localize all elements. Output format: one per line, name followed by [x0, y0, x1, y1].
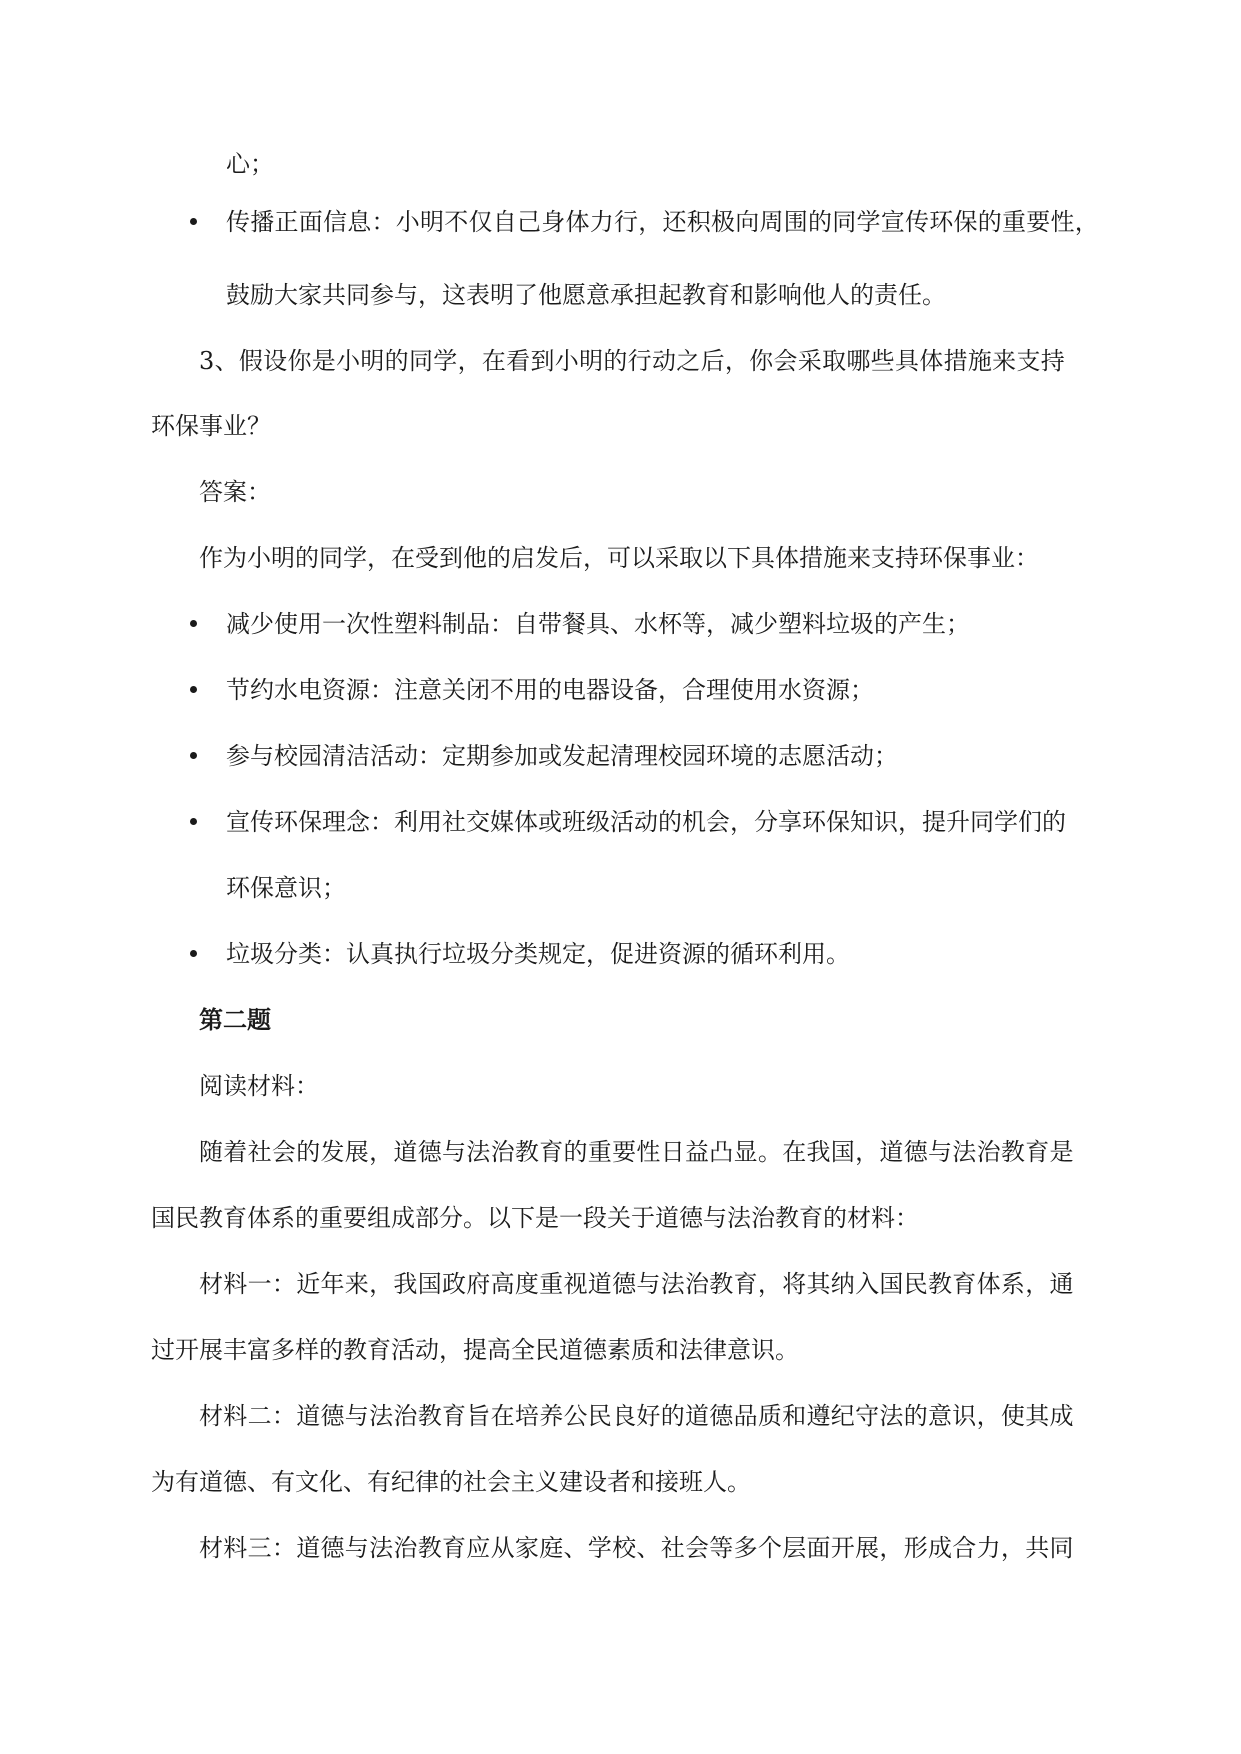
reading-label: 阅读材料： [199, 1072, 319, 1100]
bullet-icon [190, 752, 197, 759]
paragraph-1: 随着社会的发展，道德与法治教育的重要性日益凸显。在我国，道德与法治教育是 [199, 1138, 1074, 1166]
material-3: 材料三：道德与法治教育应从家庭、学校、社会等多个层面开展，形成合力，共同 [199, 1534, 1074, 1562]
paragraph-1-cont: 国民教育体系的重要组成部分。以下是一段关于道德与法治教育的材料： [151, 1204, 919, 1232]
answer-label: 答案： [199, 478, 271, 506]
bullet-item-promote: 宣传环保理念：利用社交媒体或班级活动的机会，分享环保知识，提升同学们的 [226, 808, 1066, 836]
material-2-cont: 为有道德、有文化、有纪律的社会主义建设者和接班人。 [151, 1468, 751, 1496]
question-3: 3、假设你是小明的同学，在看到小明的行动之后，你会采取哪些具体措施来支持 [199, 347, 1066, 375]
bullet-item-spread-info-cont: 鼓励大家共同参与，这表明了他愿意承担起教育和影响他人的责任。 [226, 281, 946, 309]
question-3-cont: 环保事业？ [151, 412, 271, 440]
material-1-cont: 过开展丰富多样的教育活动，提高全民道德素质和法律意识。 [151, 1336, 799, 1364]
material-1: 材料一：近年来，我国政府高度重视道德与法治教育，将其纳入国民教育体系，通 [199, 1270, 1074, 1298]
bullet-icon [190, 686, 197, 693]
bullet-item-campus-cleanup: 参与校园清洁活动：定期参加或发起清理校园环境的志愿活动； [226, 742, 898, 770]
bullet-icon [190, 620, 197, 627]
bullet-icon [190, 950, 197, 957]
text-line: 心； [226, 150, 274, 178]
bullet-item-save-resources: 节约水电资源：注意关闭不用的电器设备，合理使用水资源； [226, 676, 874, 704]
bullet-icon [190, 218, 197, 225]
bullet-item-reduce-plastic: 减少使用一次性塑料制品：自带餐具、水杯等，减少塑料垃圾的产生； [226, 610, 970, 638]
bullet-icon [190, 818, 197, 825]
bullet-item-sorting: 垃圾分类：认真执行垃圾分类规定，促进资源的循环利用。 [226, 940, 850, 968]
bullet-item-promote-cont: 环保意识； [226, 874, 346, 902]
section-title: 第二题 [199, 1005, 271, 1034]
material-2: 材料二：道德与法治教育旨在培养公民良好的道德品质和遵纪守法的意识，使其成 [199, 1402, 1074, 1430]
answer-intro: 作为小明的同学，在受到他的启发后，可以采取以下具体措施来支持环保事业： [199, 544, 1039, 572]
bullet-item-spread-info: 传播正面信息：小明不仅自己身体力行，还积极向周围的同学宣传环保的重要性， [226, 208, 1099, 236]
